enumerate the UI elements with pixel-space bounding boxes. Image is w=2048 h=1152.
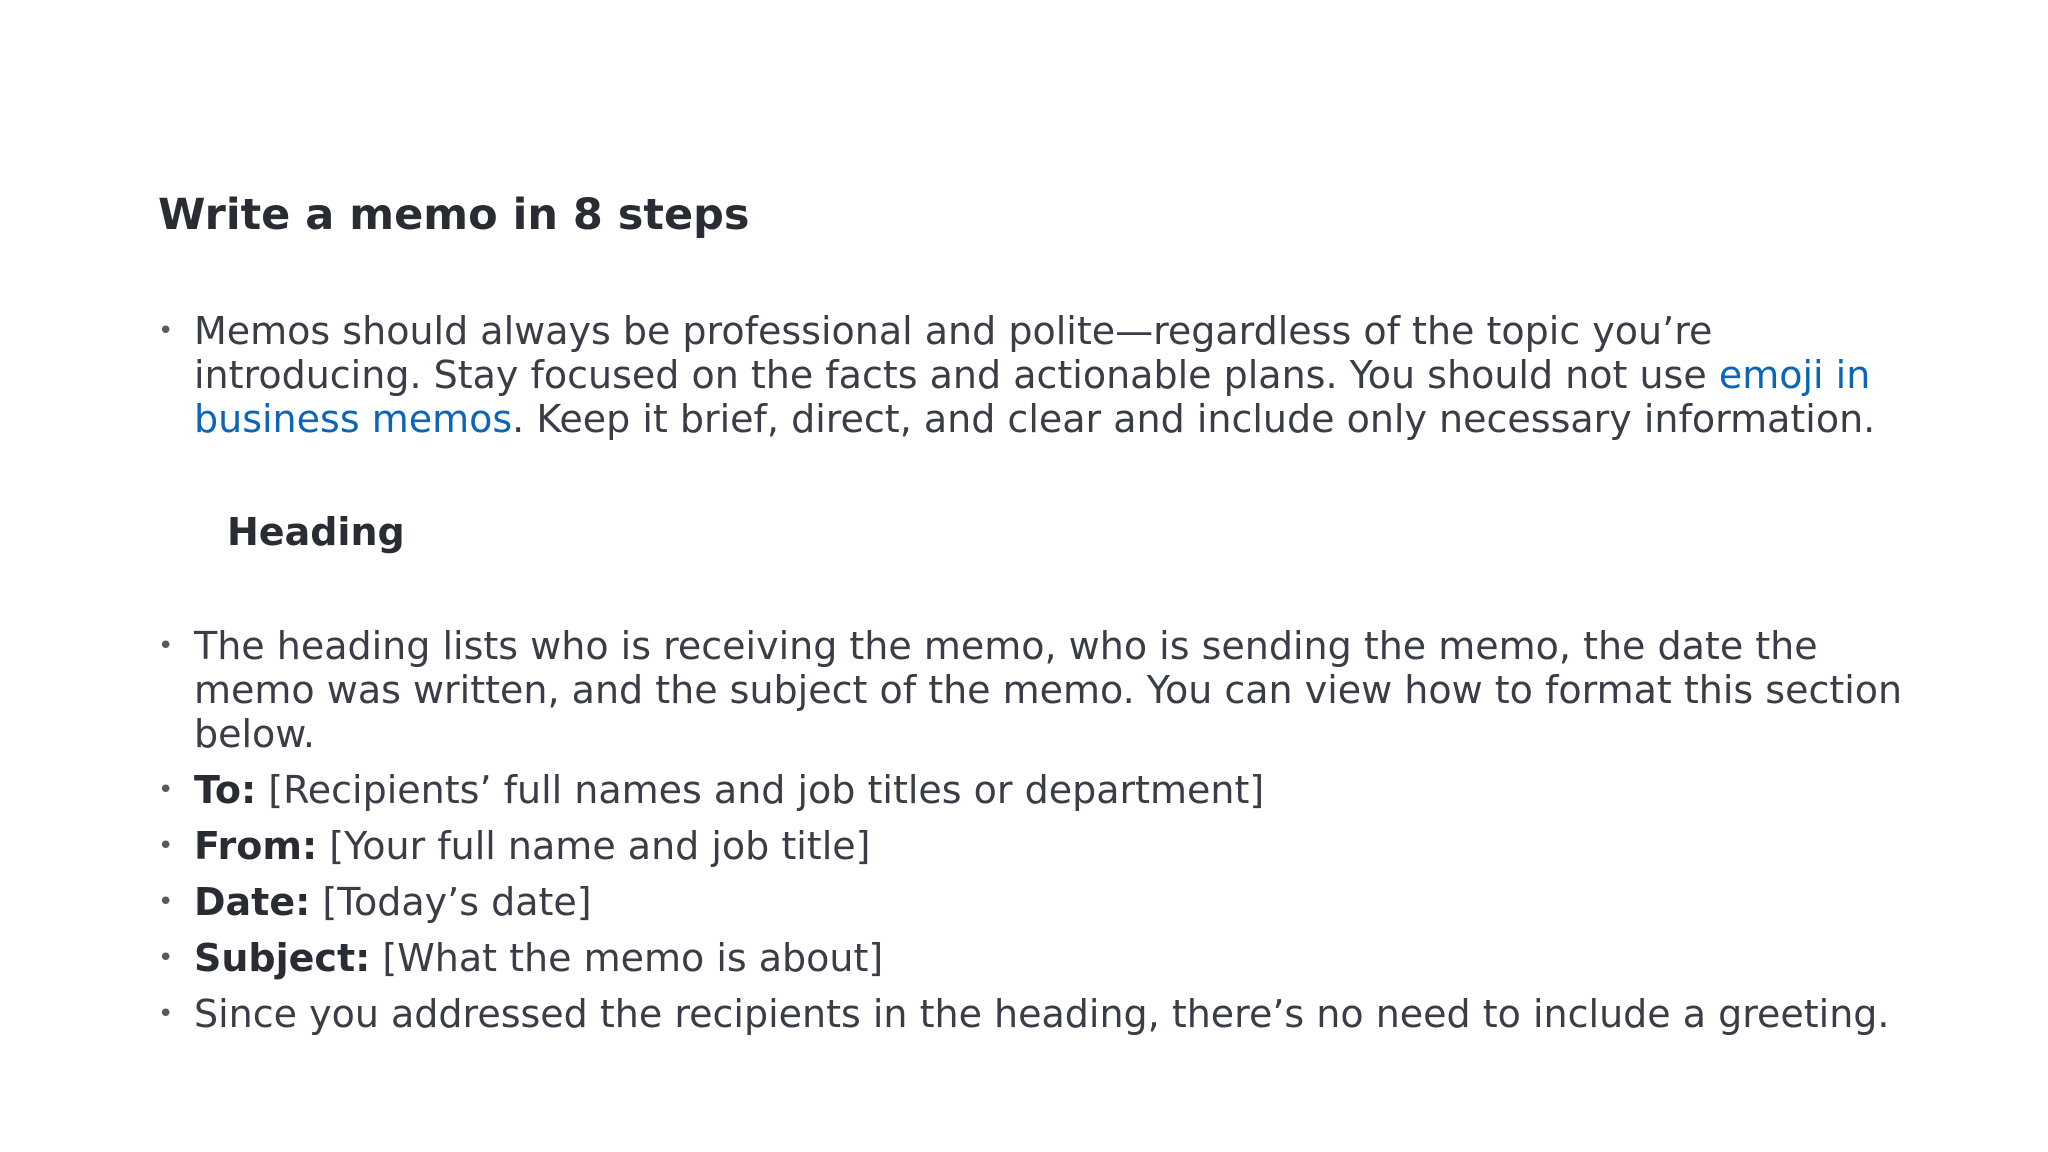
field-value: [Today’s date] <box>310 880 592 924</box>
bullet-icon: • <box>158 831 174 861</box>
intro-list <box>158 309 1918 441</box>
section-heading: Heading <box>227 510 405 554</box>
bullet-icon: • <box>158 775 174 805</box>
list-item-from <box>158 824 1918 868</box>
page-title: Write a memo in 8 steps <box>158 190 750 240</box>
field-label: Date: <box>194 880 311 924</box>
list-item-to <box>158 768 1918 812</box>
intro-text-before-link: Memos should always be professional and polite—regardless of the topic you’re introducing. Stay focused on the facts and actionable plans. You should not use <box>194 309 1719 397</box>
intro-text-after-link: . Keep it brief, direct, and clear and include only necessary information. <box>512 397 1876 441</box>
bullet-icon: • <box>158 316 174 346</box>
field-value: [Recipients’ full names and job titles or department] <box>256 768 1265 812</box>
bullet-icon: • <box>158 999 174 1029</box>
list-item <box>158 992 1918 1036</box>
field-value: [What the memo is about] <box>370 936 884 980</box>
field-label: To: <box>194 768 257 812</box>
list-item <box>158 309 1918 441</box>
bullet-icon: • <box>158 631 174 661</box>
list-item <box>158 624 1918 756</box>
closing-note: Since you addressed the recipients in the heading, there’s no need to include a greeting. <box>194 992 1890 1036</box>
field-label: Subject: <box>194 936 371 980</box>
emoji-in-business-memos-link[interactable]: emoji in business memos <box>194 353 1871 441</box>
field-value: [Your full name and job title] <box>317 824 871 868</box>
bullet-icon: • <box>158 943 174 973</box>
field-label: From: <box>194 824 318 868</box>
list-item-subject <box>158 936 1918 980</box>
section-description: The heading lists who is receiving the memo, who is sending the memo, the date the memo was written, and the subject of the memo. You can view how to format this section below. <box>194 624 1903 756</box>
heading-section-list <box>158 624 1918 1036</box>
list-item-date <box>158 880 1918 924</box>
bullet-icon: • <box>158 887 174 917</box>
